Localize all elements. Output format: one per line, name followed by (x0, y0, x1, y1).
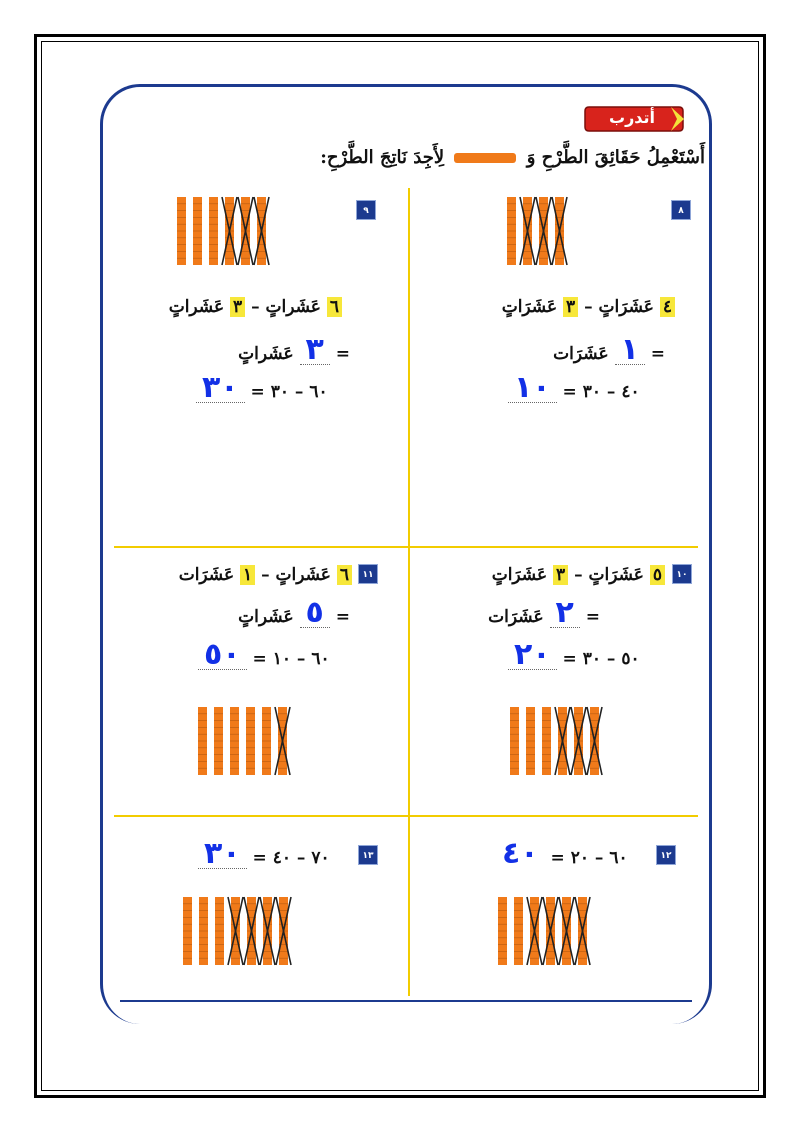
unit-b-8: عَشَرَاتٍ (501, 297, 558, 317)
ten-rod (262, 707, 271, 775)
ten-rod (183, 897, 192, 965)
ten-rod-crossed (559, 897, 574, 965)
minus-8: – (584, 297, 593, 317)
ten-rod (526, 707, 535, 775)
tens-a-10: ٥ (650, 565, 665, 585)
equation-8: ٤٠ – ٣٠ = (562, 382, 640, 402)
unit-result-10: عَشَرَات (488, 607, 544, 627)
expression-9 (169, 294, 342, 320)
ten-rods-11 (196, 705, 306, 777)
ten-rod-crossed (552, 197, 567, 265)
unit-result-9: عَشَراتٍ (238, 344, 294, 364)
problem-number-11: ١١ (358, 564, 378, 584)
unit-b-11: عَشَرَات (178, 565, 235, 585)
ten-rods-13 (181, 895, 341, 967)
panel-bottom-rule (120, 1000, 692, 1002)
ten-rod (198, 707, 207, 775)
equation-10: ٥٠ – ٣٠ = (562, 649, 640, 669)
answer-number-12: ٤٠ (502, 836, 539, 871)
unit-b-10: عَشَرَاتٍ (491, 565, 548, 585)
instruction-after: لِأَجِدَ نَاتِجَ الطَّرْحِ: (320, 147, 445, 168)
ten-rod (230, 707, 239, 775)
ten-rod-crossed (587, 707, 602, 775)
ten-rod-crossed (543, 897, 558, 965)
unit-a-11: عَشَراتٍ (275, 565, 331, 585)
equation-line-13 (198, 836, 330, 871)
equation-line-12 (496, 836, 628, 871)
ten-rods-10 (508, 705, 618, 777)
unit-a-9: عَشَراتٍ (265, 297, 321, 317)
ten-rod (246, 707, 255, 775)
unit-result-11: عَشَراتٍ (238, 607, 294, 627)
tens-answer-line-8 (553, 332, 665, 367)
equals-9: = (335, 344, 350, 364)
equation-line-10 (508, 637, 640, 672)
tens-a-9: ٦ (327, 297, 342, 317)
answer-tens-8: ١ (615, 336, 645, 365)
equals-11: = (335, 607, 350, 627)
answer-number-10: ٢٠ (508, 641, 557, 670)
ten-rods-8 (505, 195, 585, 267)
answer-number-9: ٣٠ (196, 374, 245, 403)
answer-tens-10: ٢ (550, 599, 580, 628)
answer-number-13: ٣٠ (198, 840, 247, 869)
problem-number-10: ١٠ (672, 564, 692, 584)
ten-rod-crossed (536, 197, 551, 265)
ten-rod (193, 197, 202, 265)
ten-rod (514, 897, 523, 965)
answer-tens-11: ٥ (300, 599, 330, 628)
minus-11: – (261, 565, 270, 585)
ten-rod-crossed (555, 707, 570, 775)
answer-number-11: ٥٠ (198, 641, 247, 670)
ten-rod (177, 197, 186, 265)
practice-badge-label: أتدرب (608, 108, 656, 127)
ten-rod (498, 897, 507, 965)
problem-number-13: ١٣ (358, 845, 378, 865)
ten-rod (214, 707, 223, 775)
ten-rod-crossed (276, 897, 291, 965)
ten-rod-crossed (571, 707, 586, 775)
ten-rod-crossed (575, 897, 590, 965)
equals-8: = (650, 344, 665, 364)
answer-tens-9: ٣ (300, 336, 330, 365)
equation-11: ٦٠ – ١٠ = (252, 649, 330, 669)
unit-a-8: عَشَرَاتٍ (598, 297, 654, 317)
minus-10: – (574, 565, 583, 585)
expression-10 (492, 562, 665, 588)
tens-b-9: ٣ (230, 297, 245, 317)
ten-rod-icon (454, 153, 516, 163)
ten-rod-crossed (244, 897, 259, 965)
column-divider (408, 188, 410, 996)
equation-line-8 (508, 370, 640, 405)
answer-number-8: ١٠ (508, 374, 557, 403)
ten-rod-crossed (228, 897, 243, 965)
ten-rod (209, 197, 218, 265)
ten-rod-crossed (254, 197, 269, 265)
tens-answer-line-10 (488, 595, 600, 630)
problem-number-8: ٨ (671, 200, 691, 220)
tens-a-8: ٤ (660, 297, 675, 317)
row-divider-1 (114, 546, 698, 548)
minus-9: – (251, 297, 260, 317)
ten-rod-crossed (520, 197, 535, 265)
problem-number-12: ١٢ (656, 845, 676, 865)
equation-13: ٧٠ – ٤٠ = (252, 848, 330, 868)
tens-answer-line-11 (238, 595, 350, 630)
equation-line-9 (196, 370, 328, 405)
expression-11 (179, 562, 352, 588)
ten-rod (199, 897, 208, 965)
ten-rod (215, 897, 224, 965)
ten-rod (510, 707, 519, 775)
tens-answer-line-9 (238, 332, 350, 367)
ten-rod-crossed (260, 897, 275, 965)
ten-rod-crossed (222, 197, 237, 265)
equation-12: ٦٠ – ٢٠ = (550, 848, 628, 868)
instruction-text (305, 143, 705, 173)
ten-rod (542, 707, 551, 775)
unit-result-8: عَشَرَات (553, 344, 609, 364)
tens-b-11: ١ (240, 565, 255, 585)
equals-10: = (585, 607, 600, 627)
tens-b-8: ٣ (563, 297, 578, 317)
ten-rods-12 (496, 895, 636, 967)
problem-number-9: ٩ (356, 200, 376, 220)
ten-rod-crossed (275, 707, 290, 775)
ten-rod (507, 197, 516, 265)
tens-b-10: ٣ (553, 565, 568, 585)
ten-rod-crossed (527, 897, 542, 965)
unit-b-9: عَشَراتٍ (168, 297, 225, 317)
ten-rod-crossed (238, 197, 253, 265)
equation-line-11 (198, 637, 330, 672)
expression-8 (502, 294, 675, 320)
ten-rods-9 (175, 195, 305, 267)
instruction-before: أَسْتَعْمِلُ حَقَائِقَ الطَّرْحِ وَ (526, 147, 705, 168)
tens-a-11: ٦ (337, 565, 352, 585)
unit-a-10: عَشَرَاتٍ (588, 565, 644, 585)
equation-9: ٦٠ – ٣٠ = (250, 382, 328, 402)
row-divider-2 (114, 815, 698, 817)
